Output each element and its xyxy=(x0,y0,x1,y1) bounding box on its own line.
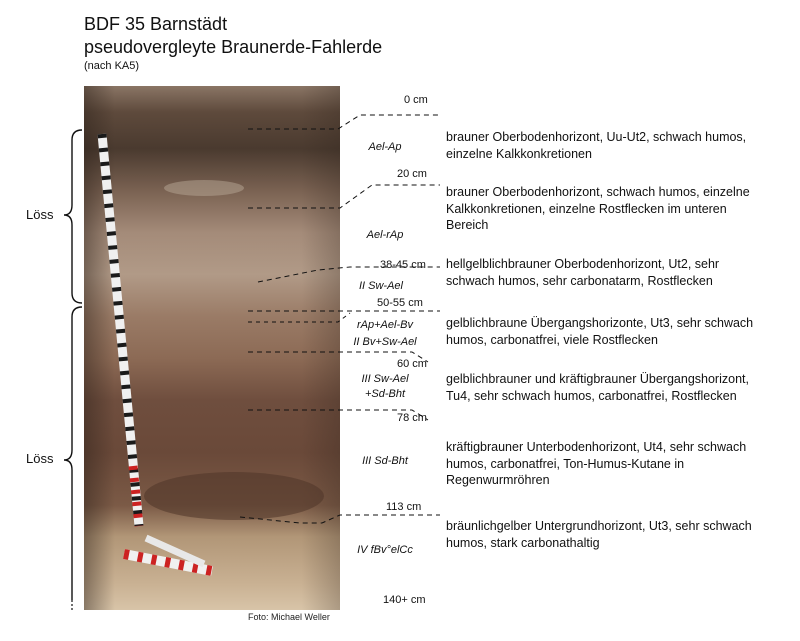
horizon-description xyxy=(446,518,792,551)
horizon-description xyxy=(446,439,792,489)
horizon-label: rAp+Ael-Bv xyxy=(357,319,413,331)
horizon-description xyxy=(446,256,792,289)
description-line: kräftigbrauner Unterbodenhorizont, Ut4, sehr schwach xyxy=(446,440,747,454)
depth-label: 140+ cm xyxy=(383,594,426,606)
horizon-description xyxy=(446,184,792,234)
horizon-label: Ael-Ap xyxy=(368,141,402,153)
description-line: humos, stark carbonathaltig xyxy=(446,535,600,550)
horizon-label: III Sd-Bht xyxy=(362,455,408,467)
description-line: gelblichbraune Übergangshorizonte, Ut3, sehr schwach xyxy=(446,316,754,330)
horizon-label: II Bv+Sw-Ael xyxy=(353,336,417,348)
description-line: Regenwurmröhren xyxy=(446,473,550,487)
horizon-description xyxy=(446,315,792,348)
description-line: humos, carbonatfrei, viele Rostflecken xyxy=(446,332,658,347)
description-line: Tu4, sehr schwach humos, carbonatfrei, Rostflecken xyxy=(446,388,737,403)
page-title: BDF 35 Barnstädt xyxy=(84,14,228,34)
description-line: schwach humos, sehr carbonatarm, Rostflecken xyxy=(446,273,713,288)
description-line: einzelne Kalkkonkretionen xyxy=(446,146,592,161)
horizon-label: IV fBv°elCc xyxy=(357,544,413,556)
description-line: gelblichbrauner und kräftigbrauner Übergangshorizont, xyxy=(446,372,749,386)
bracket-label-loess-lower: Löss xyxy=(26,451,54,466)
leader-113cm xyxy=(240,515,440,523)
depth-label: 60 cm xyxy=(397,358,427,370)
photo-credit: Foto: Michael Weller xyxy=(248,612,330,622)
description-line: humos, carbonatfrei, Ton-Humus-Kutane in xyxy=(446,456,685,471)
depth-label: 20 cm xyxy=(397,168,427,180)
depth-label: 0 cm xyxy=(404,94,428,106)
depth-label: 38-45 cm xyxy=(380,259,426,271)
depth-label: 50-55 cm xyxy=(377,297,423,309)
horizon-label: III Sw-Ael xyxy=(361,373,409,385)
loess-bracket-lower xyxy=(64,307,82,600)
description-line: bräunlichgelber Untergrundhorizont, Ut3, sehr schwach xyxy=(446,519,752,533)
description-line: hellgelblichbrauner Oberbodenhorizont, Ut2, sehr xyxy=(446,257,720,271)
description-line: brauner Oberbodenhorizont, Uu-Ut2, schwach humos, xyxy=(446,130,747,144)
horizon-label: Ael-rAp xyxy=(366,229,404,241)
description-line: Bereich xyxy=(446,218,489,232)
description-line: Kalkkonkretionen, einzelne Rostflecken im unteren xyxy=(446,201,727,216)
leader-20cm xyxy=(248,185,440,208)
bracket-label-loess-upper: Löss xyxy=(26,207,54,222)
horizon-label: +Sd-Bht xyxy=(364,388,406,400)
leader-0cm xyxy=(248,115,440,129)
horizon-description xyxy=(446,371,792,404)
depth-label: 113 cm xyxy=(386,501,422,513)
depth-label: 78 cm xyxy=(397,412,427,424)
horizon-label: II Sw-Ael xyxy=(358,280,403,292)
profile-subtitle: pseudovergleyte Braunerde-Fahlerde xyxy=(84,37,383,57)
loess-bracket-upper xyxy=(64,130,82,303)
classification-note: (nach KA5) xyxy=(84,60,140,72)
horizon-description xyxy=(446,129,792,162)
description-line: brauner Oberbodenhorizont, schwach humos, einzelne xyxy=(446,185,750,199)
